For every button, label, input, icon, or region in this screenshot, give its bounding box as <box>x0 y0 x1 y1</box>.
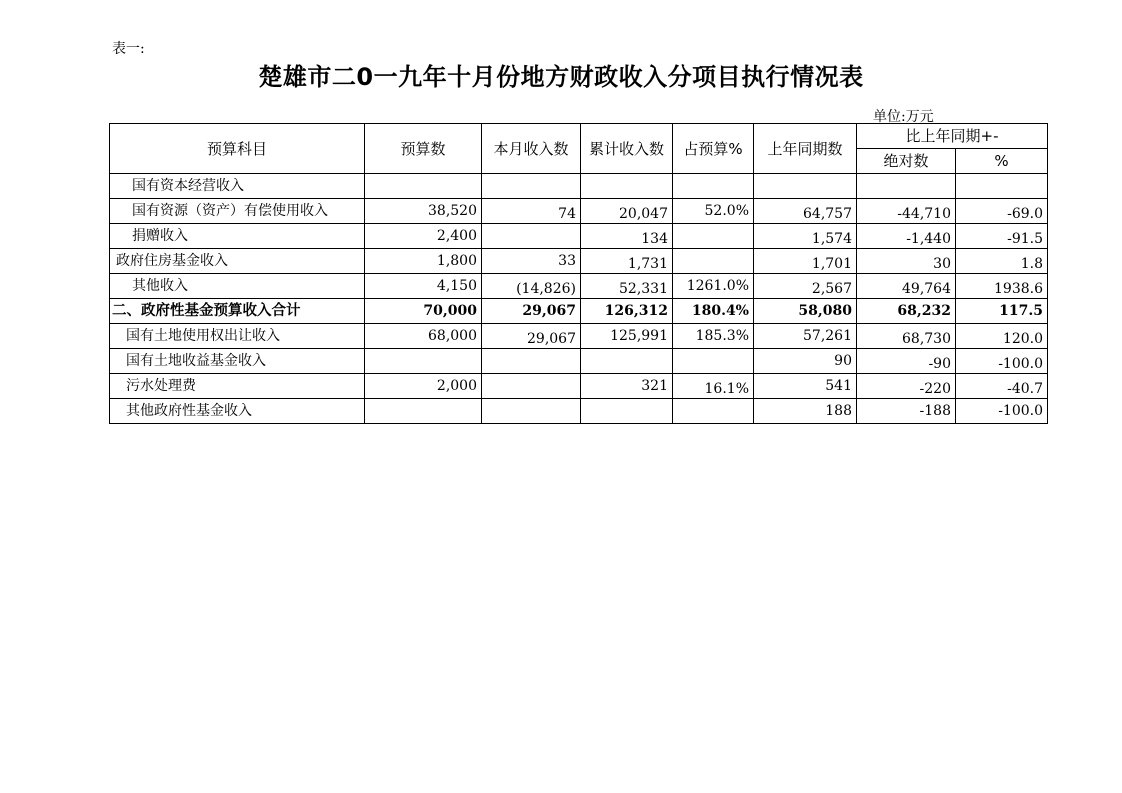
row-name: 其他政府性基金收入 <box>110 399 365 424</box>
cell-percent: -40.7 <box>956 374 1048 399</box>
header-last-year: 上年同期数 <box>754 124 857 174</box>
cell-last-year: 64,757 <box>754 199 857 224</box>
cell-last-year: 188 <box>754 399 857 424</box>
cell-cumulative: 52,331 <box>581 274 673 299</box>
cell-pct <box>673 399 754 424</box>
table-row <box>110 199 1048 224</box>
cell-month: 29,067 <box>482 299 581 324</box>
cell-cumulative: 20,047 <box>581 199 673 224</box>
cell-month: 74 <box>482 199 581 224</box>
cell-percent: 117.5 <box>956 299 1048 324</box>
table-row-total <box>110 299 1048 324</box>
cell-percent: -100.0 <box>956 349 1048 374</box>
unit-label: 单位:万元 <box>873 109 934 125</box>
cell-pct: 185.3% <box>673 324 754 349</box>
row-name: 国有土地使用权出让收入 <box>110 324 365 349</box>
cell-cumulative: 126,312 <box>581 299 673 324</box>
header-subject: 预算科目 <box>110 124 365 174</box>
cell-budget: 70,000 <box>365 299 482 324</box>
cell-month: 29,067 <box>482 324 581 349</box>
cell-percent: -69.0 <box>956 199 1048 224</box>
cell-budget <box>365 399 482 424</box>
table-row <box>110 174 1048 199</box>
header-pct-budget: 占预算% <box>673 124 754 174</box>
cell-percent: 1.8 <box>956 249 1048 274</box>
cell-cumulative <box>581 349 673 374</box>
table-row <box>110 274 1048 299</box>
cell-budget: 4,150 <box>365 274 482 299</box>
row-name: 污水处理费 <box>110 374 365 399</box>
cell-month <box>482 224 581 249</box>
cell-absolute <box>857 174 956 199</box>
cell-pct <box>673 249 754 274</box>
table-row <box>110 249 1048 274</box>
cell-cumulative: 125,991 <box>581 324 673 349</box>
cell-cumulative <box>581 399 673 424</box>
table-row <box>110 324 1048 349</box>
cell-last-year: 90 <box>754 349 857 374</box>
table-label: 表一: <box>112 41 145 57</box>
cell-pct: 180.4% <box>673 299 754 324</box>
header-month: 本月收入数 <box>482 124 581 174</box>
cell-percent: 1938.6 <box>956 274 1048 299</box>
cell-absolute: -220 <box>857 374 956 399</box>
cell-pct <box>673 174 754 199</box>
cell-pct <box>673 349 754 374</box>
header-budget: 预算数 <box>365 124 482 174</box>
cell-absolute: -90 <box>857 349 956 374</box>
header-percent: % <box>956 149 1048 174</box>
row-name: 捐赠收入 <box>110 224 365 249</box>
cell-budget <box>365 174 482 199</box>
cell-last-year: 1,574 <box>754 224 857 249</box>
revenue-table <box>109 123 1048 424</box>
page-title: 楚雄市二0一九年十月份地方财政收入分项目执行情况表 <box>258 63 864 91</box>
cell-absolute: 68,730 <box>857 324 956 349</box>
cell-cumulative <box>581 174 673 199</box>
cell-absolute: -188 <box>857 399 956 424</box>
cell-pct <box>673 224 754 249</box>
cell-cumulative: 1,731 <box>581 249 673 274</box>
cell-month <box>482 349 581 374</box>
cell-absolute: 30 <box>857 249 956 274</box>
row-name: 其他收入 <box>110 274 365 299</box>
cell-pct: 52.0% <box>673 199 754 224</box>
cell-cumulative: 321 <box>581 374 673 399</box>
cell-absolute: 49,764 <box>857 274 956 299</box>
cell-budget: 2,400 <box>365 224 482 249</box>
cell-percent <box>956 174 1048 199</box>
cell-last-year: 541 <box>754 374 857 399</box>
cell-month <box>482 399 581 424</box>
row-name: 政府住房基金收入 <box>110 249 365 274</box>
table-row <box>110 349 1048 374</box>
cell-last-year: 1,701 <box>754 249 857 274</box>
cell-month <box>482 174 581 199</box>
cell-absolute: -1,440 <box>857 224 956 249</box>
cell-month <box>482 374 581 399</box>
cell-budget: 2,000 <box>365 374 482 399</box>
cell-budget: 38,520 <box>365 199 482 224</box>
cell-month: 33 <box>482 249 581 274</box>
cell-last-year: 2,567 <box>754 274 857 299</box>
cell-budget: 1,800 <box>365 249 482 274</box>
cell-percent: 120.0 <box>956 324 1048 349</box>
cell-last-year <box>754 174 857 199</box>
row-name: 二、政府性基金预算收入合计 <box>110 299 365 324</box>
row-name: 国有资本经营收入 <box>110 174 365 199</box>
header-compare: 比上年同期+- <box>857 124 1048 149</box>
header-absolute: 绝对数 <box>857 149 956 174</box>
cell-absolute: 68,232 <box>857 299 956 324</box>
cell-pct: 16.1% <box>673 374 754 399</box>
cell-month: (14,826) <box>482 274 581 299</box>
row-name: 国有土地收益基金收入 <box>110 349 365 374</box>
cell-pct: 1261.0% <box>673 274 754 299</box>
table-row <box>110 374 1048 399</box>
cell-absolute: -44,710 <box>857 199 956 224</box>
cell-percent: -91.5 <box>956 224 1048 249</box>
cell-cumulative: 134 <box>581 224 673 249</box>
table-row <box>110 224 1048 249</box>
cell-budget <box>365 349 482 374</box>
header-cumulative: 累计收入数 <box>581 124 673 174</box>
cell-last-year: 58,080 <box>754 299 857 324</box>
cell-budget: 68,000 <box>365 324 482 349</box>
table-row <box>110 399 1048 424</box>
cell-percent: -100.0 <box>956 399 1048 424</box>
cell-last-year: 57,261 <box>754 324 857 349</box>
row-name: 国有资源（资产）有偿使用收入 <box>110 199 365 224</box>
